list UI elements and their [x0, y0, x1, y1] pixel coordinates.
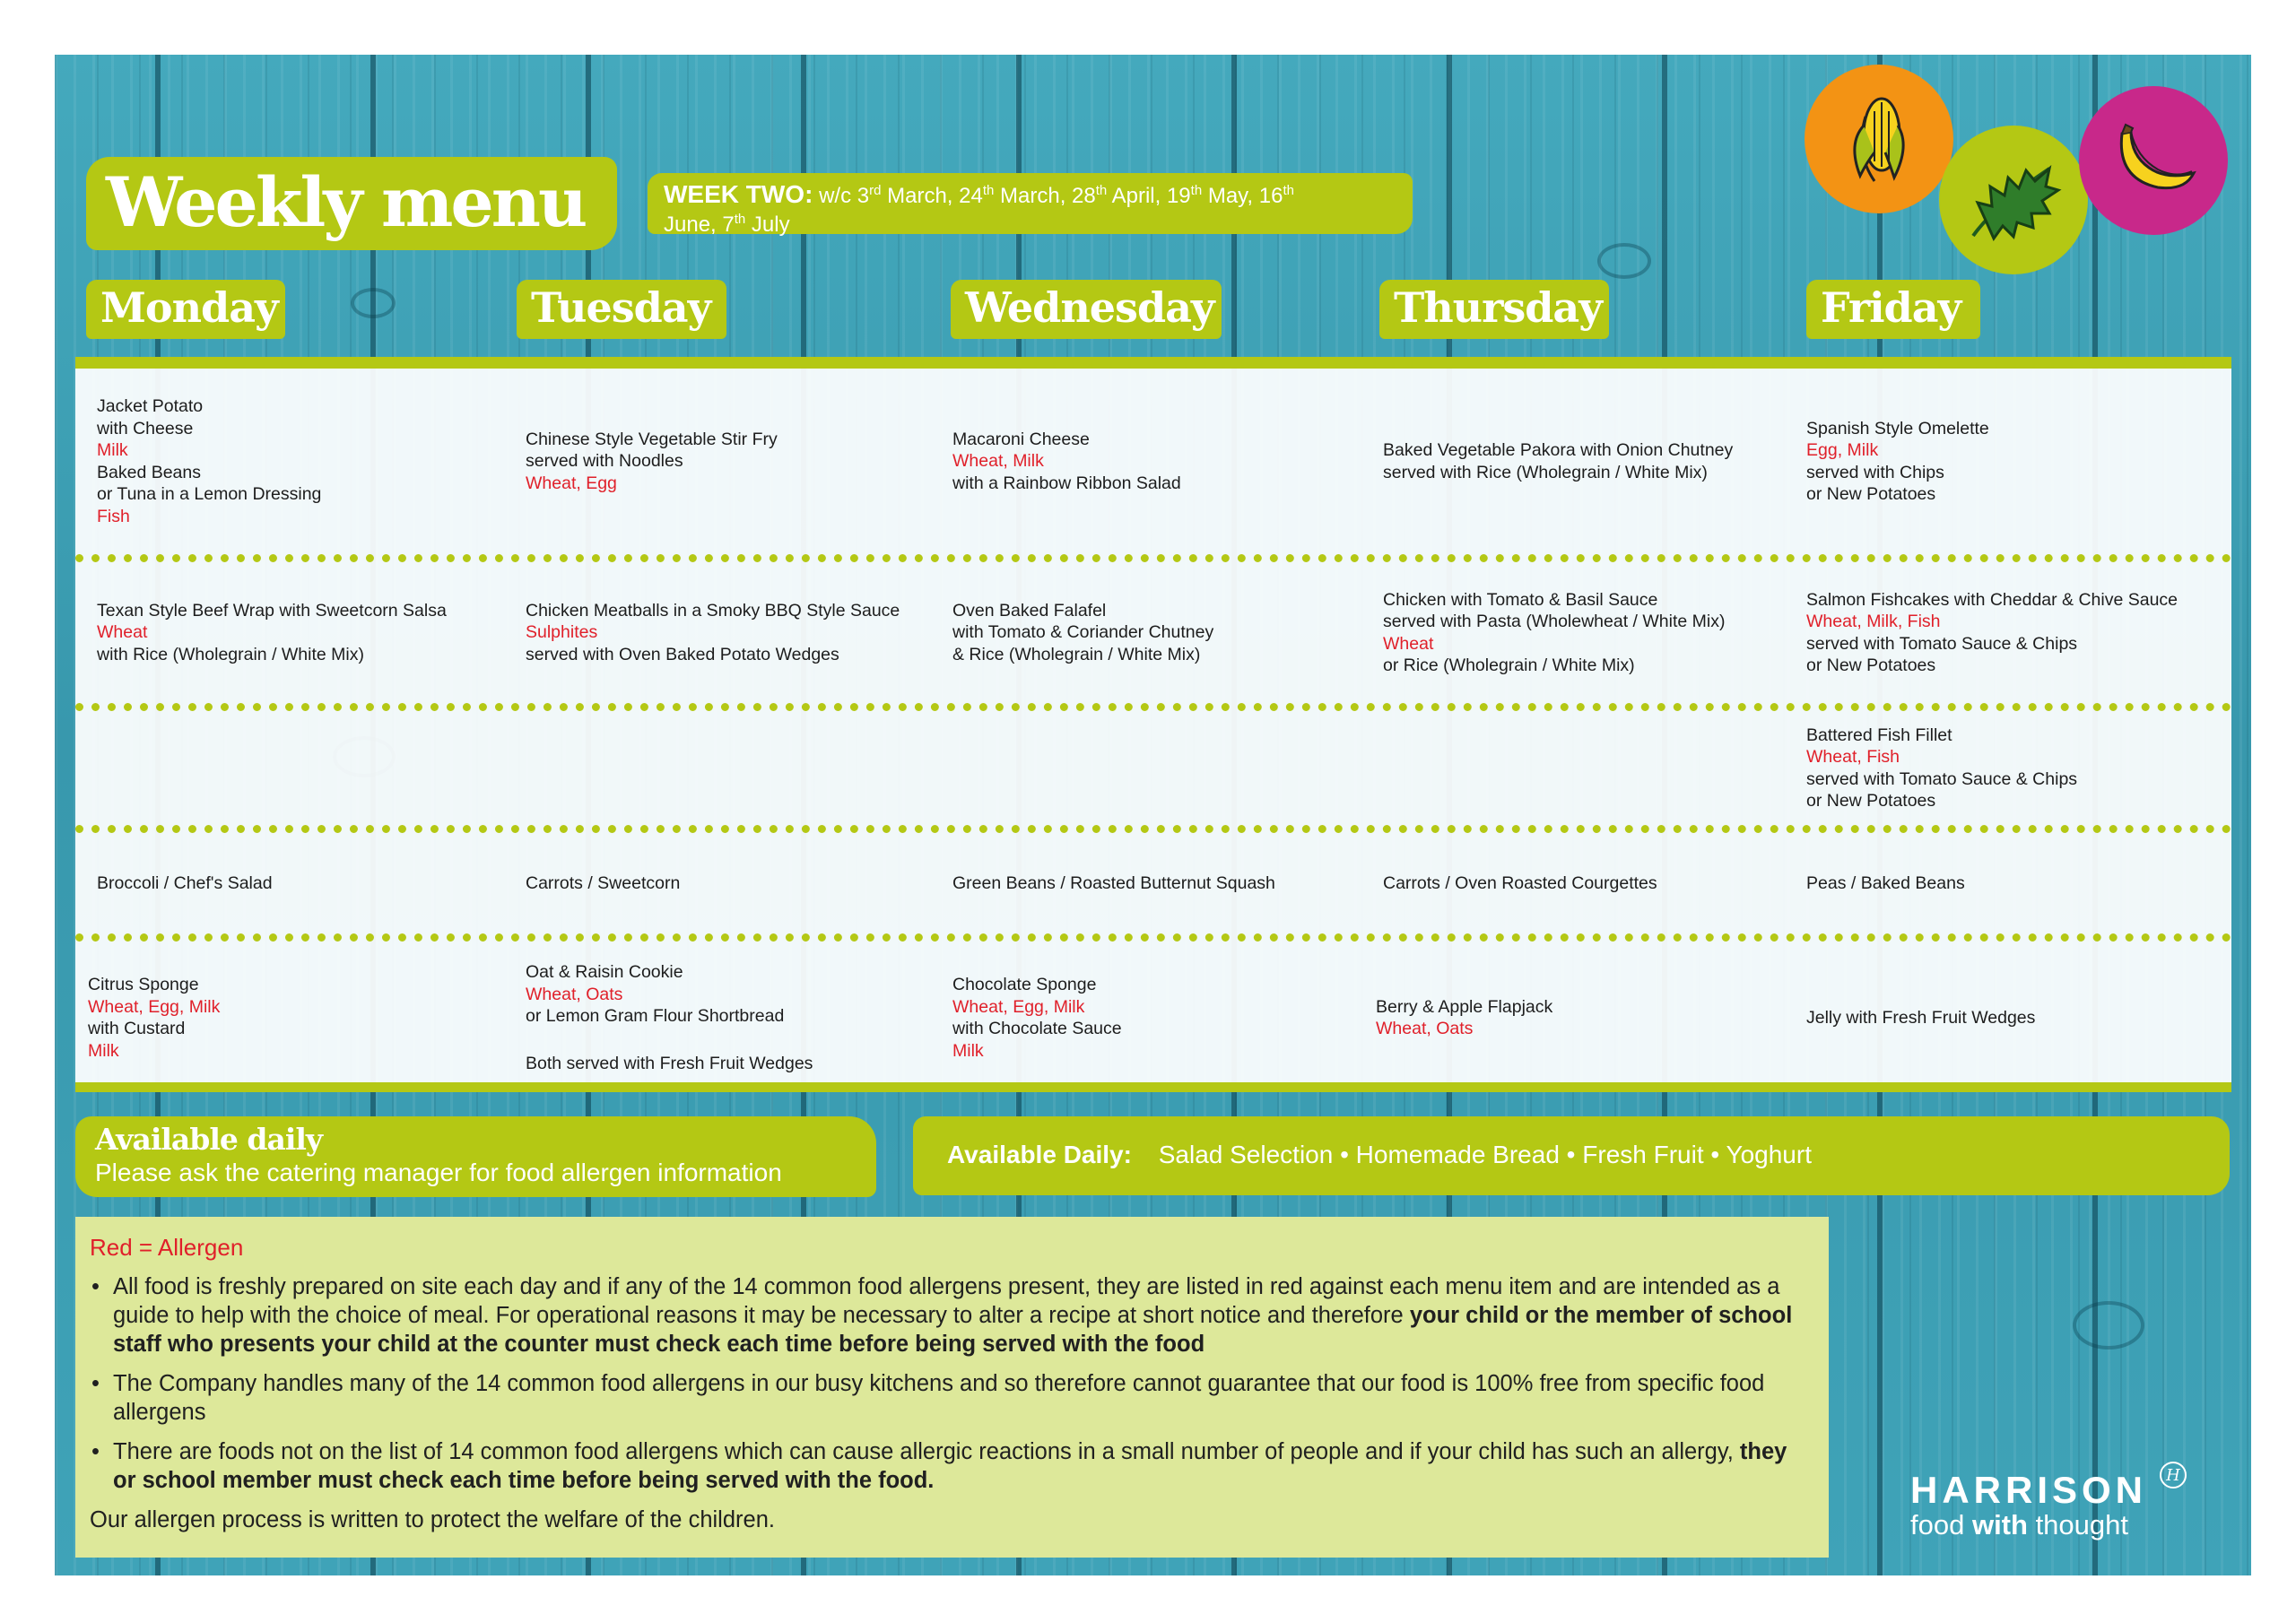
allergen-bullet-bold: they or school member must check each time before being served with the food. [113, 1439, 1787, 1493]
dish-text: Carrots / Sweetcorn [526, 872, 681, 893]
menu-cell-monday-row-2 [97, 562, 447, 703]
menu-cell-thursday-row-5 [1376, 942, 1552, 1094]
dish-text: Peas / Baked Beans [1806, 872, 1965, 893]
menu-cell-thursday-row-4 [1383, 833, 1657, 933]
menu-table [75, 357, 2231, 1092]
allergen-bullet-bold: your child or the member of school staff who presents your child at the counter must check each time before being served with the food [113, 1303, 1793, 1357]
line-gap [526, 1028, 813, 1053]
dish-text: served with Chips [1806, 462, 1944, 482]
allergen-text: Wheat [97, 622, 148, 643]
wood-knot [1597, 243, 1651, 279]
title-banner [86, 157, 617, 250]
menu-cell-wednesday-row-5 [952, 942, 1122, 1094]
allergen-bullet-2 [90, 1369, 1814, 1427]
dish-text: served with Noodles [526, 451, 683, 472]
menu-cell-friday-row-4 [1806, 833, 1965, 933]
menu-cell-tuesday-row-2 [526, 562, 900, 703]
week-date-text: March, 28 [994, 184, 1096, 208]
sweetcorn-icon [1839, 90, 1919, 188]
dish-text: Baked Beans [97, 462, 202, 482]
dish-text: Baked Vegetable Pakora with Onion Chutney [1383, 440, 1734, 460]
menu-cell-monday-row-1 [97, 369, 321, 554]
dish-text: or Lemon Gram Flour Shortbread [526, 1006, 785, 1026]
rocket-leaf-circle [1939, 126, 2088, 274]
allergen-text: Milk [97, 440, 128, 460]
dish-text: Chocolate Sponge [952, 975, 1097, 994]
dish-text: Chinese Style Vegetable Stir Fry [526, 429, 778, 449]
sweetcorn-circle [1805, 65, 1953, 213]
allergen-text: Wheat, Oats [526, 984, 623, 1004]
dish-text: or New Potatoes [1806, 791, 1936, 811]
week-label: WEEK TWO: [664, 180, 813, 208]
dish-text: served with Pasta (Wholewheat / White Mix) [1383, 612, 1726, 631]
dish-text: Berry & Apple Flapjack [1376, 996, 1553, 1017]
allergen-text: Milk [88, 1040, 119, 1061]
dish-text: Carrots / Oven Roasted Courgettes [1383, 872, 1657, 893]
allergen-footer: Our allergen process is written to protect the welfare of the children. [90, 1507, 775, 1532]
row-separator [75, 933, 2231, 942]
day-tab-friday: Friday [1806, 280, 1980, 339]
dish-text: with Chocolate Sauce [952, 1019, 1122, 1038]
available-daily-items: Salad Selection • Homemade Bread • Fresh Fruit • Yoghurt [1158, 1141, 1812, 1168]
allergen-bullet-1 [90, 1272, 1814, 1358]
allergen-text: Milk [952, 1040, 984, 1061]
row-separator [75, 554, 2231, 562]
menu-cell-friday-row-2 [1806, 562, 2178, 703]
week-date-text: w/c 3 [819, 184, 870, 208]
dish-text: served with Oven Baked Potato Wedges [526, 644, 839, 664]
dish-text: with Cheese [97, 418, 194, 438]
week-date-text: July [745, 213, 790, 237]
rocket-leaf-icon [1960, 151, 2067, 249]
logo-tag-bold: with [1971, 1509, 2028, 1541]
allergen-text: Wheat, Fish [1806, 747, 1900, 767]
allergen-text: Wheat, Egg [526, 473, 617, 493]
available-daily-banner [75, 1116, 876, 1197]
allergen-info-box [75, 1217, 1829, 1558]
day-tab-wednesday: Wednesday [951, 280, 1222, 339]
dish-text: Macaroni Cheese [952, 429, 1090, 449]
dish-text: Salmon Fishcakes with Cheddar & Chive Sauce [1806, 589, 2179, 610]
allergen-text: Fish [97, 506, 130, 526]
menu-cell-wednesday-row-2 [952, 562, 1213, 703]
week-date-sup: th [1190, 183, 1203, 198]
dish-text: served with Tomato Sauce & Chips [1806, 633, 2078, 654]
dish-text: Oven Baked Falafel [952, 600, 1107, 621]
available-daily-items-banner [913, 1116, 2230, 1195]
dish-text: Chicken Meatballs in a Smoky BBQ Style Sauce [526, 600, 900, 621]
banana-circle [2079, 86, 2228, 235]
menu-cell-wednesday-row-1 [952, 369, 1181, 554]
allergen-text: Wheat, Egg, Milk [88, 996, 221, 1017]
dish-text: or New Potatoes [1806, 484, 1936, 504]
allergen-text: Wheat [1383, 633, 1434, 654]
logo-tag-part: food [1910, 1509, 1972, 1541]
menu-cell-friday-row-1 [1806, 369, 1989, 554]
dish-text: Jelly with Fresh Fruit Wedges [1806, 1007, 2036, 1028]
allergen-bullet-3 [90, 1437, 1814, 1495]
week-date-text: April, 19 [1107, 184, 1191, 208]
row-separator [75, 703, 2231, 711]
menu-cell-tuesday-row-4 [526, 833, 680, 933]
dish-text: Oat & Raisin Cookie [526, 962, 683, 982]
week-date-text: May, 16 [1202, 184, 1283, 208]
week-dates-line2 [664, 206, 1413, 239]
dish-text: Texan Style Beef Wrap with Sweetcorn Salsa [97, 600, 447, 621]
dish-text: Both served with Fresh Fruit Wedges [526, 1053, 813, 1073]
dish-text: or Rice (Wholegrain / White Mix) [1383, 655, 1635, 675]
week-date-sup: th [1095, 183, 1108, 198]
allergen-bullet-text: All food is freshly prepared on site each day and if any of the 14 common food allergens present, they are listed in red against each menu item and are intended as a guide to help with the choice of meal. For operational reasons it may be necessary to alter a recipe at short notice and therefore [113, 1274, 1780, 1328]
menu-cell-monday-row-5 [88, 942, 220, 1094]
dish-text: served with Tomato Sauce & Chips [1806, 768, 2078, 789]
wood-knot [351, 288, 396, 318]
week-date-text: June, 7 [664, 213, 735, 237]
harrison-seal-icon: H [2160, 1462, 2187, 1488]
dish-text: with Rice (Wholegrain / White Mix) [97, 644, 364, 664]
week-dates-line1 [664, 178, 1413, 210]
dish-text: Spanish Style Omelette [1806, 418, 1989, 438]
week-date-sup: th [734, 212, 746, 227]
day-tab-tuesday: Tuesday [517, 280, 726, 339]
allergen-text: Wheat, Egg, Milk [952, 996, 1085, 1017]
dish-text: or New Potatoes [1806, 655, 1936, 675]
menu-cell-tuesday-row-5 [526, 942, 813, 1094]
dish-text: served with Rice (Wholegrain / White Mix) [1383, 462, 1708, 482]
day-tab-thursday: Thursday [1379, 280, 1609, 339]
menu-cell-thursday-row-2 [1383, 562, 1725, 703]
dish-text: with Tomato & Coriander Chutney [952, 622, 1214, 643]
menu-cell-tuesday-row-1 [526, 369, 778, 554]
week-dates-banner [648, 173, 1413, 237]
dish-text: Broccoli / Chef's Salad [97, 872, 273, 893]
allergen-info-note: Please ask the catering manager for food allergen information [95, 1159, 782, 1186]
week-date-sup: th [1283, 183, 1294, 198]
logo-name: HARRISON [1910, 1469, 2148, 1511]
menu-cell-monday-row-4 [97, 833, 273, 933]
dish-text: Chicken with Tomato & Basil Sauce [1383, 589, 1658, 610]
dish-text: with Custard [88, 1019, 186, 1038]
dish-text: Jacket Potato [97, 396, 204, 416]
allergen-text: Sulphites [526, 622, 598, 643]
allergen-text: Egg, Milk [1806, 440, 1879, 460]
banana-icon [2104, 116, 2203, 205]
logo-tag-part: thought [2027, 1509, 2128, 1541]
available-daily-label: Available Daily: [947, 1141, 1132, 1168]
allergen-text: Wheat, Milk [952, 451, 1044, 472]
dish-text: Citrus Sponge [88, 975, 199, 994]
wood-knot [2073, 1301, 2144, 1350]
available-daily-heading: Available daily [95, 1122, 323, 1157]
dish-text: with a Rainbow Ribbon Salad [952, 473, 1181, 493]
week-date-sup: th [982, 183, 995, 198]
menu-cell-thursday-row-1 [1383, 369, 1733, 554]
dish-text: & Rice (Wholegrain / White Mix) [952, 644, 1201, 664]
logo-tagline [1910, 1510, 2147, 1541]
dish-text: Battered Fish Fillet [1806, 725, 1952, 745]
row-separator [75, 825, 2231, 833]
week-date-sup: rd [869, 183, 882, 198]
week-date-text: March, 24 [881, 184, 983, 208]
menu-cell-wednesday-row-4 [952, 833, 1275, 933]
allergen-bullet-text: The Company handles many of the 14 common food allergens in our busy kitchens and so therefore cannot guarantee that our food is 100% free from specific food allergens [113, 1371, 1765, 1425]
page-title: Weekly menu [106, 162, 586, 242]
allergen-key: Red = Allergen [90, 1234, 244, 1261]
dish-text: or Tuna in a Lemon Dressing [97, 484, 322, 504]
menu-cell-friday-row-5 [1806, 942, 2035, 1094]
dish-text: Green Beans / Roasted Butternut Squash [952, 872, 1275, 893]
allergen-text: Wheat, Oats [1376, 1019, 1474, 1038]
allergen-text: Wheat, Milk, Fish [1806, 612, 1941, 631]
day-tab-monday: Monday [86, 280, 285, 339]
menu-cell-friday-row-3 [1806, 711, 2077, 825]
allergen-bullet-text: There are foods not on the list of 14 common food allergens which can cause allergic reactions in a small number of people and if your child has such an allergy, [113, 1439, 1740, 1464]
harrison-logo [1910, 1471, 2147, 1541]
